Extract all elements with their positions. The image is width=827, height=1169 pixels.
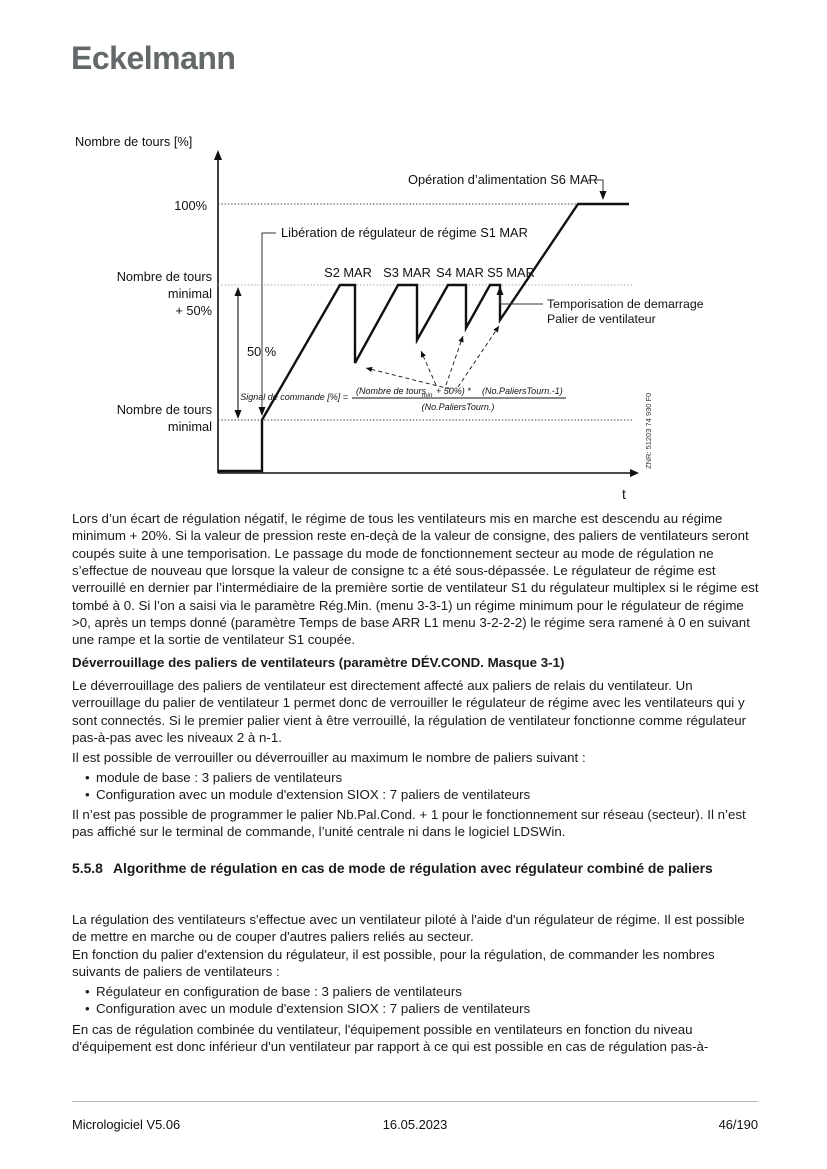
footer-version: Micrologiciel V5.06 xyxy=(72,1117,181,1132)
paragraph-6: En cas de régulation combinée du ventilateur, l'équipement possible en ventilateurs en fonction du niveau d'équipement est donc inférieur d'un ventilateur par rapport à ce qui est possible en cas de régulation pas-à- xyxy=(72,1022,709,1055)
temporisation-label-2: Palier de ventilateur xyxy=(547,312,656,326)
footer-page-number: 46/190 xyxy=(718,1117,758,1132)
paragraph-2: Le déverrouillage des paliers de ventilateur est directement affecté aux paliers de relais du ventilateur. Un verrouillage du palier de ventilateur 1 permet donc de verrouiller le régulateur de régime avec les ventilateurs qui y sont connectés. Si le premier palier vient à être verrouillé, la régulation de ventilateur fonctionne comme régulateur pas-à-pas avec les niveaux 2 à n-1. xyxy=(72,678,747,746)
span-50-label: 50 % xyxy=(247,344,277,359)
paragraph-5b: En fonction du palier d'extension du régulateur, il est possible, pour la régulation, de commander les nombres suivants de paliers de ventilateurs : xyxy=(72,946,715,980)
eckelmann-logo: Eckelmann xyxy=(71,40,236,76)
bullet-list-2 xyxy=(72,983,763,1018)
list-item xyxy=(72,983,763,1000)
list-item-text: Configuration avec un module d'extension SIOX : 7 paliers de ventilateurs xyxy=(96,787,531,803)
x-axis-arrow xyxy=(630,469,639,477)
formula-lhs: Signal de commande [%] = xyxy=(240,392,348,402)
list-item xyxy=(72,1000,763,1017)
znr-number: ZNR: 51203 74 930 F0 xyxy=(644,392,653,469)
section-heading-558 xyxy=(72,859,752,878)
section-title: Algorithme de régulation en cas de mode de régulation avec régulateur combiné de paliers xyxy=(113,860,713,876)
formula-denominator: (No.PaliersTourn.) xyxy=(421,402,495,412)
formula-arrow-valley3 xyxy=(446,336,463,385)
level-100-label: 100% xyxy=(174,198,207,213)
paragraph-5 xyxy=(72,911,763,980)
formula-numerator-sub: min xyxy=(422,392,433,399)
operation-arrowhead xyxy=(600,191,607,200)
step-s4-label: S4 MAR xyxy=(436,265,484,280)
temporisation-arrowhead xyxy=(497,286,504,295)
liberation-leader xyxy=(262,233,276,409)
step-s3-label: S3 MAR xyxy=(383,265,431,280)
formula-arrow-valley4 xyxy=(458,326,499,387)
paragraph-3: Il est possible de verrouiller ou déverrouiller au maximum le nombre de paliers suivant : xyxy=(72,750,586,765)
list-item-text: Configuration avec un module d'extension SIOX : 7 paliers de ventilateurs xyxy=(96,1001,531,1017)
paragraph-5a: La régulation des ventilateurs s'effectue avec un ventilateur piloté à l'aide d'un régulateur de régime. Il est possible de mettre en marche ou de couper d'autres paliers reliés au secteur. xyxy=(72,912,745,945)
level-min-label-2: minimal xyxy=(167,419,212,434)
temporisation-label-1: Temporisation de demarrage xyxy=(547,297,704,311)
span-50-arrowhead-bottom xyxy=(235,410,242,419)
bullet-icon: • xyxy=(85,787,90,803)
y-axis-arrow xyxy=(214,150,222,160)
step-s2-label: S2 MAR xyxy=(324,265,372,280)
formula-numerator-1: (Nombre de tours xyxy=(356,386,427,396)
bullet-list-1 xyxy=(72,769,763,804)
y-axis-title: Nombre de tours [%] xyxy=(75,134,193,149)
level-min50-label-3: + 50% xyxy=(175,303,212,318)
formula-numerator-2: + 50%) * xyxy=(436,386,471,396)
operation-label: Opération d’alimentation S6 MAR xyxy=(408,172,598,187)
formula-arrow-valley2 xyxy=(421,351,436,385)
section-number: 5.5.8 xyxy=(72,860,103,876)
temporisation-leader xyxy=(500,294,543,304)
bullet-icon: • xyxy=(85,1001,90,1017)
fan-speed-diagram xyxy=(0,0,827,505)
x-axis-label: t xyxy=(622,486,626,502)
list-item xyxy=(72,769,763,786)
step-s5-label: S5 MAR xyxy=(487,265,535,280)
bullet-icon: • xyxy=(85,984,90,999)
paragraph-1: Lors d’un écart de régulation négatif, le régime de tous les ventilateurs mis en marche est descendu au régime minimum + 20%. Si la valeur de pression reste en-deçà de la valeur de consigne, des paliers de ventilateurs seront coupés suite à une temporisation. Le passage du mode de fonctionnement secteur au mode de régulation ne s’effectue de nouveau que lorsque la valeur de consigne tc a été sous-dépassée. Le régulateur de régime est verrouillé en dernier par l’intermédiaire de la première sortie de ventilateur S1 du régulateur multiplex si le régime est tombé à 0. Si l’on a saisi via le paramètre Rég.Min. (menu 3-3-1) un régime minimum pour le régulateur de régime >0, après un temps donné (paramètre Temps de base ARR L1 menu 3-2-2-2) le régime sera ramené à 0 en suivant une rampe et la sortie de ventilateur S1 coupée. xyxy=(72,511,759,648)
list-item-text: Régulateur en configuration de base : 3 paliers de ventilateurs xyxy=(96,984,462,999)
heading-deverrouillage: Déverrouillage des paliers de ventilateurs (paramètre DÉV.COND. Masque 3-1) xyxy=(72,655,565,670)
level-min-label-1: Nombre de tours xyxy=(116,402,212,417)
footer xyxy=(72,1117,758,1132)
list-item-text: module de base : 3 paliers de ventilateurs xyxy=(96,770,343,785)
footer-date: 16.05.2023 xyxy=(382,1117,448,1132)
list-item xyxy=(72,786,763,803)
level-min50-label-2: minimal xyxy=(167,286,212,301)
footer-rule xyxy=(72,1101,758,1102)
formula-numerator-3: (No.PaliersTourn.-1) xyxy=(482,386,563,396)
liberation-label: Libération de régulateur de régime S1 MAR xyxy=(281,225,528,240)
paragraph-4: Il n’est pas possible de programmer le palier Nb.Pal.Cond. + 1 pour le fonctionnement sur réseau (secteur). Il n’est pas affiché sur le terminal de commande, l’unité centrale ni dans le logiciel LDSWin. xyxy=(72,807,746,840)
control-signal-curve xyxy=(218,204,629,471)
bullet-icon: • xyxy=(85,770,90,785)
level-min50-label-1: Nombre de tours xyxy=(116,269,212,284)
span-50-arrowhead-top xyxy=(235,287,242,296)
